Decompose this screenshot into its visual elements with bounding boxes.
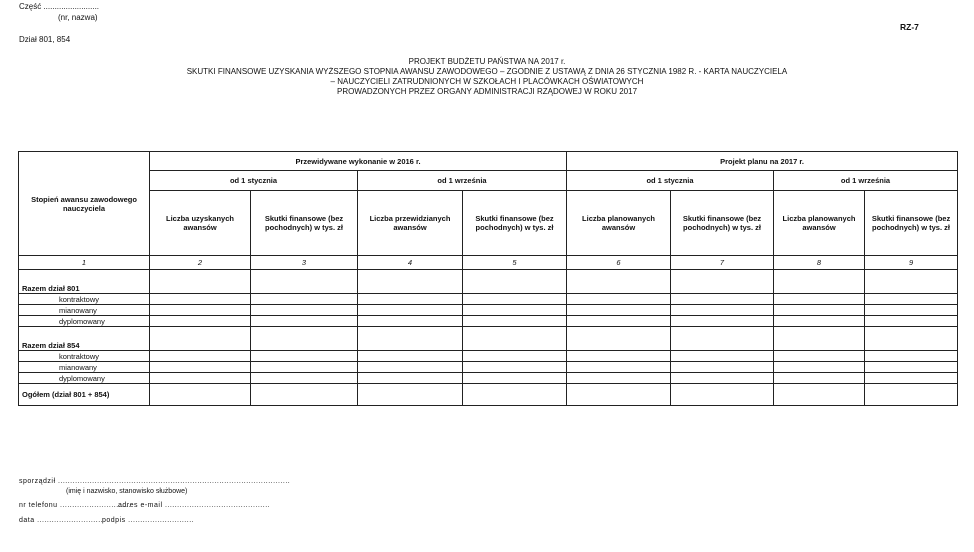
table-cell[interactable]: [150, 373, 251, 384]
table-cell[interactable]: [251, 362, 358, 373]
col-header-przewidzianych: Liczba przewidzianych awansów: [358, 191, 463, 256]
table-cell[interactable]: [358, 373, 463, 384]
table-cell[interactable]: [150, 270, 251, 294]
title-line-2: SKUTKI FINANSOWE UZYSKANIA WYŻSZEGO STOPNIA AWANSU ZAWODOWEGO – ZGODNIE Z USTAWĄ Z DNIA 26 STYCZNIA 1982 R. - KARTA NAUCZYCIELA: [186, 67, 788, 76]
table-row: [19, 362, 958, 373]
row-label: dyplomowany: [19, 373, 150, 384]
table-cell[interactable]: [567, 270, 671, 294]
table-cell[interactable]: [865, 373, 958, 384]
row-label: Ogółem (dział 801 + 854): [19, 384, 150, 406]
table-cell[interactable]: [463, 327, 567, 351]
table-cell[interactable]: [774, 373, 865, 384]
table-cell[interactable]: [150, 316, 251, 327]
table-row: [19, 373, 958, 384]
table-cell[interactable]: [865, 305, 958, 316]
table-cell[interactable]: [150, 362, 251, 373]
table-cell[interactable]: [774, 384, 865, 406]
sub-header-2017-jan: od 1 stycznia: [567, 171, 774, 191]
table-cell[interactable]: [150, 294, 251, 305]
sub-header-2017-sep: od 1 września: [774, 171, 958, 191]
table-row: [19, 351, 958, 362]
row-label: kontraktowy: [19, 351, 150, 362]
sub-header-2016-sep: od 1 września: [358, 171, 567, 191]
table-cell[interactable]: [671, 351, 774, 362]
sporzadzil-field[interactable]: sporządził ...............................................................................................: [19, 478, 291, 485]
table-cell[interactable]: [774, 294, 865, 305]
table-cell[interactable]: [463, 270, 567, 294]
group-header-2017: Projekt planu na 2017 r.: [567, 152, 958, 171]
col-header-skutki-2: Skutki finansowe (bez pochodnych) w tys. zł: [463, 191, 567, 256]
table-cell[interactable]: [671, 270, 774, 294]
col-number: 4: [358, 256, 463, 270]
title-line-3: – NAUCZYCIELI ZATRUDNIONYCH W SZKOŁACH I PLACÓWKACH OŚWIATOWYCH: [330, 77, 644, 86]
table-cell[interactable]: [358, 316, 463, 327]
table-cell[interactable]: [671, 305, 774, 316]
row-label: mianowany: [19, 305, 150, 316]
table-cell[interactable]: [251, 270, 358, 294]
col-number: 7: [671, 256, 774, 270]
phone-field[interactable]: nr telefonu .............................: [19, 502, 131, 509]
table-cell[interactable]: [567, 351, 671, 362]
table-cell[interactable]: [251, 316, 358, 327]
row-label: dyplomowany: [19, 316, 150, 327]
row-label: mianowany: [19, 362, 150, 373]
table-cell[interactable]: [774, 351, 865, 362]
table-cell[interactable]: [671, 327, 774, 351]
table-cell[interactable]: [463, 373, 567, 384]
budget-table: [18, 151, 958, 406]
table-cell[interactable]: [463, 362, 567, 373]
table-cell[interactable]: [251, 327, 358, 351]
group-header-2016: Przewidywane wykonanie w 2016 r.: [150, 152, 567, 171]
table-row: [19, 305, 958, 316]
col-header-planowanych-1: Liczba planowanych awansów: [567, 191, 671, 256]
date-field[interactable]: data ...........................: [19, 517, 104, 524]
table-cell[interactable]: [251, 305, 358, 316]
row-label: Razem dział 801: [19, 270, 150, 294]
title-line-4: PROWADZONYCH PRZEZ ORGANY ADMINISTRACJI RZĄDOWEJ W ROKU 2017: [336, 87, 638, 96]
row-label: kontraktowy: [19, 294, 150, 305]
table-cell[interactable]: [251, 351, 358, 362]
table-row: [19, 294, 958, 305]
table-cell[interactable]: [671, 373, 774, 384]
table-cell[interactable]: [358, 362, 463, 373]
table-cell[interactable]: [567, 305, 671, 316]
czesc-hint: (nr, nazwa): [58, 13, 98, 22]
table-cell[interactable]: [865, 294, 958, 305]
table-cell[interactable]: [358, 384, 463, 406]
col-header-skutki-3: Skutki finansowe (bez pochodnych) w tys. zł: [671, 191, 774, 256]
col-header-skutki-1: Skutki finansowe (bez pochodnych) w tys. zł: [251, 191, 358, 256]
table-cell[interactable]: [150, 327, 251, 351]
czesc-label: Część .........................: [19, 2, 100, 11]
header-stopien: Stopień awansu zawodowego nauczyciela: [19, 152, 150, 256]
col-header-planowanych-2: Liczba planowanych awansów: [774, 191, 865, 256]
table-cell[interactable]: [671, 294, 774, 305]
table-cell[interactable]: [774, 327, 865, 351]
col-header-skutki-4: Skutki finansowe (bez pochodnych) w tys. zł: [865, 191, 958, 256]
table-cell[interactable]: [358, 327, 463, 351]
table-cell[interactable]: [251, 294, 358, 305]
table-cell[interactable]: [358, 294, 463, 305]
col-number: 8: [774, 256, 865, 270]
table-cell[interactable]: [774, 362, 865, 373]
dzial-label: Dział 801, 854: [19, 35, 71, 44]
table-cell[interactable]: [150, 384, 251, 406]
table-cell[interactable]: [463, 316, 567, 327]
table-cell[interactable]: [774, 270, 865, 294]
table-row: [19, 384, 958, 406]
col-number: 9: [865, 256, 958, 270]
table-cell[interactable]: [865, 270, 958, 294]
col-number: 3: [251, 256, 358, 270]
col-number: 1: [19, 256, 150, 270]
col-number: 5: [463, 256, 567, 270]
table-cell[interactable]: [567, 294, 671, 305]
table-cell[interactable]: [865, 316, 958, 327]
table-cell[interactable]: [251, 384, 358, 406]
table-cell[interactable]: [865, 351, 958, 362]
table-cell[interactable]: [358, 351, 463, 362]
table-cell[interactable]: [463, 351, 567, 362]
col-header-uzyskanych: Liczba uzyskanych awansów: [150, 191, 251, 256]
table-cell[interactable]: [865, 327, 958, 351]
table-row: [19, 270, 958, 294]
sporzadzil-hint: (imię i nazwisko, stanowisko służbowe): [66, 488, 188, 495]
row-label: Razem dział 854: [19, 327, 150, 351]
sub-header-2016-jan: od 1 stycznia: [150, 171, 358, 191]
table-cell[interactable]: [567, 316, 671, 327]
table-cell[interactable]: [150, 351, 251, 362]
table-cell[interactable]: [463, 384, 567, 406]
table-cell[interactable]: [358, 270, 463, 294]
table-cell[interactable]: [463, 305, 567, 316]
table-row: [19, 316, 958, 327]
table-cell[interactable]: [567, 373, 671, 384]
table-cell[interactable]: [774, 305, 865, 316]
table-cell[interactable]: [567, 327, 671, 351]
table-row: [19, 327, 958, 351]
table-cell[interactable]: [358, 305, 463, 316]
table-cell[interactable]: [671, 384, 774, 406]
table-cell[interactable]: [671, 316, 774, 327]
table-cell[interactable]: [865, 362, 958, 373]
table-cell[interactable]: [463, 294, 567, 305]
signature-field[interactable]: podpis ...........................: [102, 517, 195, 524]
table-cell[interactable]: [251, 373, 358, 384]
table-cell[interactable]: [774, 316, 865, 327]
table-cell[interactable]: [567, 384, 671, 406]
table-cell[interactable]: [567, 362, 671, 373]
form-code: RZ-7: [900, 22, 919, 32]
title-line-1: PROJEKT BUDŻETU PAŃSTWA NA 2017 r.: [408, 57, 566, 66]
col-number: 6: [567, 256, 671, 270]
table-cell[interactable]: [150, 305, 251, 316]
col-number: 2: [150, 256, 251, 270]
email-field[interactable]: adres e-mail ...........................................: [118, 502, 271, 509]
table-cell[interactable]: [671, 362, 774, 373]
table-cell[interactable]: [865, 384, 958, 406]
